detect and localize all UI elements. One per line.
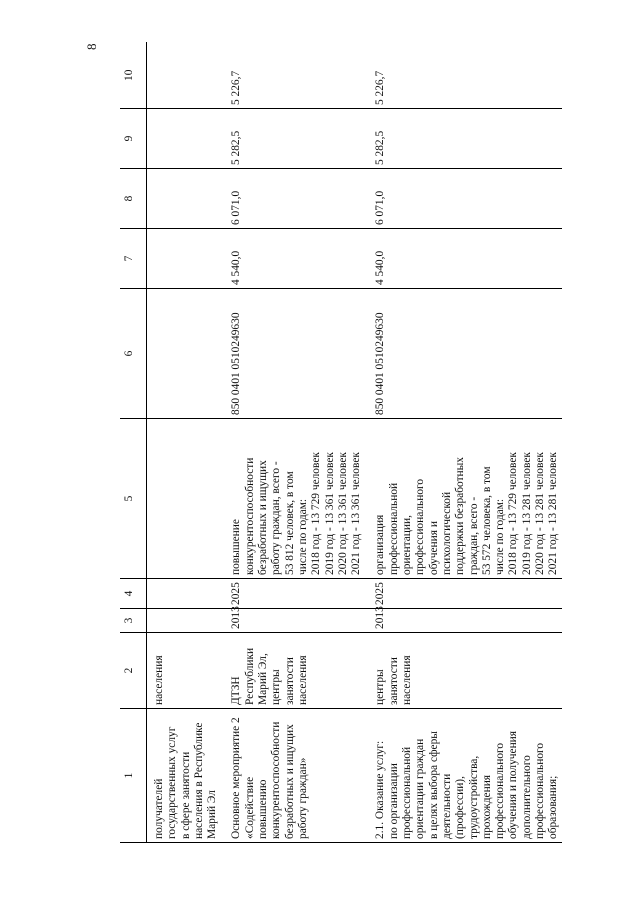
column-header: 4 <box>120 579 147 609</box>
value-cell <box>147 109 221 169</box>
column-header: 1 <box>120 709 147 843</box>
program-activities-table <box>120 43 562 844</box>
column-header: 7 <box>120 229 147 289</box>
value-cell: 5 226,7 <box>364 43 561 109</box>
end-year-cell: 2025 <box>364 579 561 609</box>
expected-result-cell: повышение конкурентоспособности безработных и ищущих работу граждан, всего - 53 812 человек, в том числе по годам: 2018 год - 13 729 человек 2019 год - 13 361 человек 2020 год - 13 361 человек 2021 год - 13 361 человек <box>220 419 364 579</box>
page-number: 8 <box>84 43 99 50</box>
rotated-page-content <box>120 43 620 843</box>
value-cell: 4 540,0 <box>220 229 364 289</box>
column-number-row <box>120 43 147 843</box>
end-year-cell: 2025 <box>220 579 364 609</box>
value-cell <box>147 43 221 109</box>
start-year-cell: 2013 <box>220 609 364 633</box>
executor-cell: центры занятости населения <box>364 633 561 709</box>
budget-code-cell: 850 0401 0510249630 <box>364 289 561 419</box>
column-header: 10 <box>120 43 147 109</box>
value-cell: 6 071,0 <box>364 169 561 229</box>
executor-cell: населения <box>147 633 221 709</box>
column-header: 8 <box>120 169 147 229</box>
expected-result-cell: организация профессиональной ориентации, профессионального обучения и психологической поддержки безработных граждан, всего - 53 572 человека, в том числе по годам: 2018 год - 13 729 человек 2019 год - 13 281 человек 2020 год - 13 281 человек 2021 год - 13 281 человек <box>364 419 561 579</box>
table-row <box>147 43 221 843</box>
value-cell: 5 282,5 <box>220 109 364 169</box>
activity-name-cell: 2.1. Оказание услуг: по организации профессиональной ориентации граждан в целях выбора сферы деятельности (профессии), трудоустройства, прохождения профессионального обучения и получения дополнительного профессионального образования; <box>364 709 561 843</box>
value-cell: 5 226,7 <box>220 43 364 109</box>
table-row <box>220 43 364 843</box>
executor-cell: ДТЗН Республики Марий Эл, центры занятости населения <box>220 633 364 709</box>
activity-name-cell: получателей государственных услуг в сфере занятости населения в Республике Марий Эл <box>147 709 221 843</box>
budget-code-cell <box>147 289 221 419</box>
expected-result-cell <box>147 419 221 579</box>
table-row <box>364 43 561 843</box>
column-header: 9 <box>120 109 147 169</box>
start-year-cell <box>147 609 221 633</box>
activity-name-cell: Основное мероприятие 2 «Содействие повышению конкурентоспособности безработных и ищущих работу граждан» <box>220 709 364 843</box>
value-cell <box>147 169 221 229</box>
value-cell: 6 071,0 <box>220 169 364 229</box>
column-header: 3 <box>120 609 147 633</box>
budget-code-cell: 850 0401 0510249630 <box>220 289 364 419</box>
column-header: 2 <box>120 633 147 709</box>
start-year-cell: 2013 <box>364 609 561 633</box>
value-cell: 4 540,0 <box>364 229 561 289</box>
value-cell <box>147 229 221 289</box>
value-cell: 5 282,5 <box>364 109 561 169</box>
column-header: 6 <box>120 289 147 419</box>
end-year-cell <box>147 579 221 609</box>
column-header: 5 <box>120 419 147 579</box>
